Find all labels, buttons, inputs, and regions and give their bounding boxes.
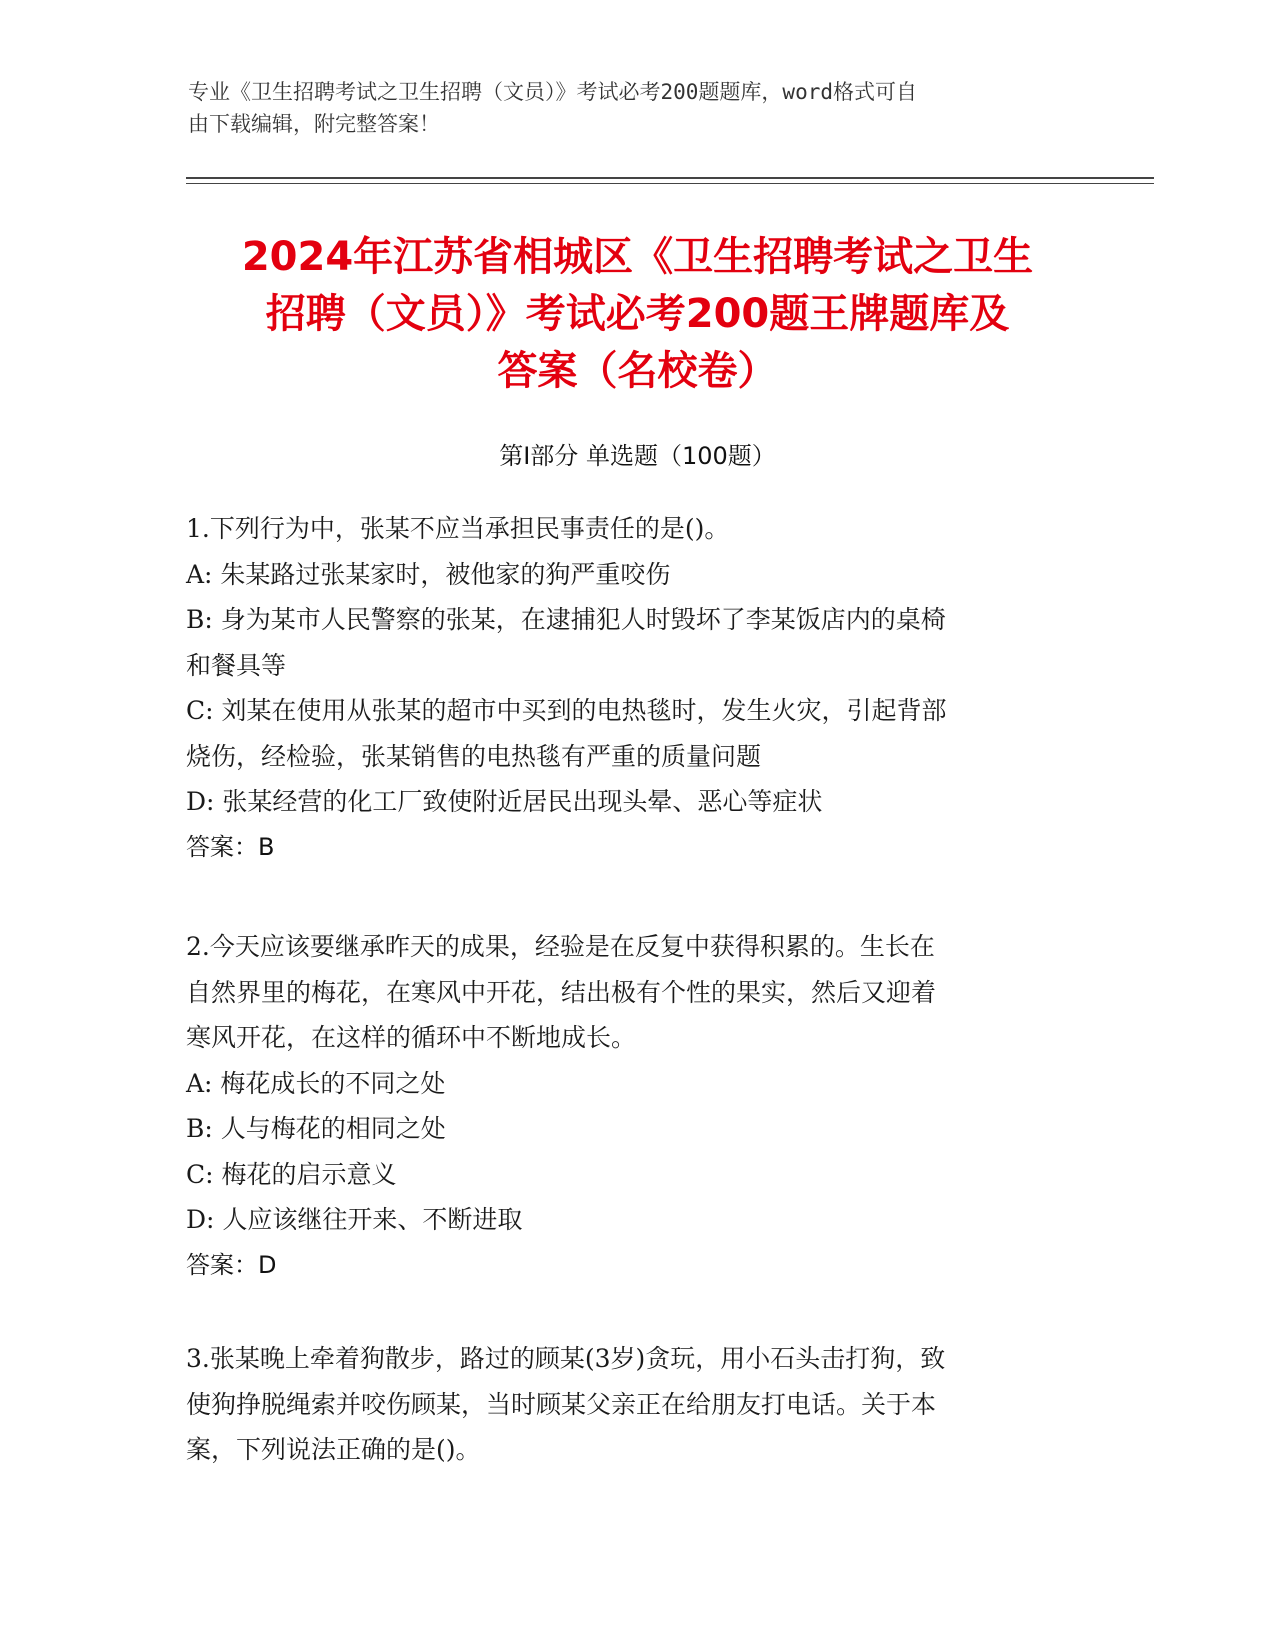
question-2-stem-line-2: 自然界里的梅花，在寒风中开花，结出极有个性的果实，然后又迎着 bbox=[186, 977, 937, 1007]
question-3-stem-line-1: 3.张某晚上牵着狗散步，路过的顾某(3岁)贪玩，用小石头击打狗，致 bbox=[186, 1344, 946, 1373]
question-2-option-c: C: 梅花的启示意义 bbox=[186, 1159, 397, 1189]
question-1-option-c: C: 刘某在使用从张某的超市中买到的电热毯时，发生火灾，引起背部 bbox=[186, 696, 947, 725]
question-2-stem-line-1: 2.今天应该要继承昨天的成果，经验是在反复中获得积累的。生长在 bbox=[186, 932, 935, 961]
question-1-stem: 1.下列行为中，张某不应当承担民事责任的是()。 bbox=[186, 514, 730, 543]
question-2-option-b: B: 人与梅花的相同之处 bbox=[186, 1114, 446, 1143]
question-3-stem-line-3: 案，下列说法正确的是()。 bbox=[186, 1435, 481, 1464]
question-2-answer: 答案：D bbox=[186, 1250, 277, 1279]
question-2-stem-line-3: 寒风开花，在这样的循环中不断地成长。 bbox=[186, 1023, 637, 1052]
document-title bbox=[150, 229, 1125, 400]
question-1-option-a: A: 朱某路过张某家时，被他家的狗严重咬伤 bbox=[186, 559, 671, 589]
header-divider-thin bbox=[186, 183, 1154, 184]
header-note-line-1: 专业《卫生招聘考试之卫生招聘（文员）》考试必考200题题库，word格式可自 bbox=[188, 80, 917, 104]
header-divider-thick bbox=[186, 177, 1154, 179]
question-2-option-a: A: 梅花成长的不同之处 bbox=[186, 1068, 446, 1098]
question-1-option-c-cont: 烧伤，经检验，张某销售的电热毯有严重的质量问题 bbox=[186, 741, 762, 771]
question-1-option-b-cont: 和餐具等 bbox=[186, 650, 287, 680]
header-note bbox=[188, 76, 1068, 140]
title-line-3: 答案（名校卷） bbox=[497, 348, 778, 394]
question-1-option-d: D: 张某经营的化工厂致使附近居民出现头晕、恶心等症状 bbox=[186, 787, 823, 816]
question-2 bbox=[186, 924, 1086, 1288]
question-1 bbox=[186, 506, 1086, 870]
question-1-answer: 答案：B bbox=[186, 832, 275, 861]
header-note-line-2: 由下载编辑，附完整答案！ bbox=[188, 112, 440, 136]
title-line-1: 2024年江苏省相城区《卫生招聘考试之卫生 bbox=[241, 234, 1034, 280]
question-3 bbox=[186, 1336, 1086, 1473]
section-title: 第Ⅰ部分 单选题（100题） bbox=[499, 442, 776, 470]
question-3-stem-line-2: 使狗挣脱绳索并咬伤顾某，当时顾某父亲正在给朋友打电话。关于本 bbox=[186, 1389, 937, 1419]
title-line-2: 招聘（文员）》考试必考200题王牌题库及 bbox=[265, 291, 1010, 337]
question-2-option-d: D: 人应该继往开来、不断进取 bbox=[186, 1205, 523, 1234]
question-1-option-b: B: 身为某市人民警察的张某，在逮捕犯人时毁坏了李某饭店内的桌椅 bbox=[186, 605, 946, 634]
